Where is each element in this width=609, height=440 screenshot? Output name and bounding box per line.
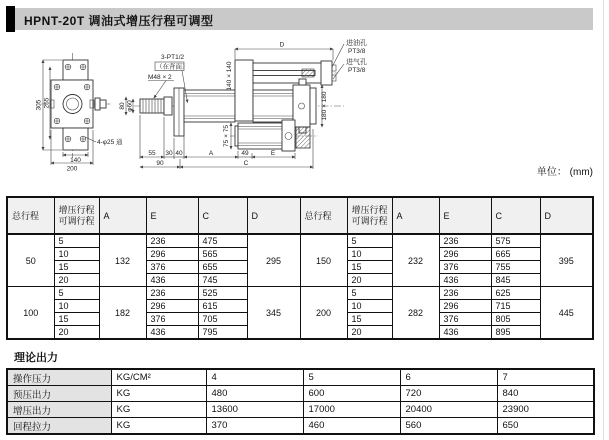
cell: 525	[198, 287, 247, 300]
cell: 436	[146, 326, 198, 340]
total-stroke-100: 100	[7, 287, 54, 340]
cell: 296	[439, 248, 491, 261]
hole-note-label: 4-φ25 通	[97, 139, 123, 146]
cell: 13600	[206, 402, 303, 418]
cell: 436	[146, 274, 198, 287]
cylinder-drawing-svg	[30, 36, 430, 186]
dim-label-D: D	[279, 41, 285, 49]
cell: 17000	[303, 402, 400, 418]
row-label-operating-pressure: 操作压力	[7, 369, 111, 386]
cell: 805	[491, 313, 540, 326]
table-row	[7, 386, 594, 402]
cell: 296	[439, 300, 491, 313]
dim-label-30: 30	[165, 150, 173, 157]
cell: 840	[497, 386, 594, 402]
port-note-line1: 3-PT1/2	[161, 54, 185, 61]
cell: 720	[400, 386, 497, 402]
front-view	[36, 53, 124, 173]
cell: 5	[54, 234, 99, 248]
cell: 370	[206, 418, 303, 435]
unit-note: 单位： (mm)	[536, 167, 593, 178]
cell: KG/CM²	[111, 369, 206, 386]
cell: 650	[497, 418, 594, 435]
cell: 295	[247, 234, 300, 287]
cell: 475	[198, 234, 247, 248]
total-stroke-50: 50	[7, 234, 54, 287]
cell: 376	[146, 261, 198, 274]
row-label-preload-output: 预压出力	[7, 386, 111, 402]
cell: 395	[540, 234, 593, 287]
cell: 5	[303, 369, 400, 386]
cell: KG	[111, 402, 206, 418]
oil-port-size: PT3/8	[348, 48, 366, 55]
dim-label-200: 200	[66, 165, 78, 173]
cell: 236	[146, 287, 198, 300]
cell: 15	[347, 261, 392, 274]
row-label-return-pull: 回程拉力	[7, 418, 111, 435]
total-stroke-150: 150	[300, 234, 347, 287]
cell: KG	[111, 386, 206, 402]
cell: KG	[111, 418, 206, 435]
cell: 795	[198, 326, 247, 340]
air-port-label: 进气孔	[346, 59, 367, 66]
oil-tank-tube	[253, 61, 336, 85]
cell: 845	[491, 274, 540, 287]
cell: 745	[198, 274, 247, 287]
cell: 20400	[400, 402, 497, 418]
col-header-adjustable-stroke-left: 增压行程 可调行程	[54, 197, 99, 234]
col-header-D-left: D	[247, 197, 300, 234]
col-header-D-right: D	[540, 197, 593, 234]
cell: 10	[347, 248, 392, 261]
table-row	[7, 418, 594, 435]
cell: 15	[54, 261, 99, 274]
cell: 20	[54, 274, 99, 287]
col-header-A-right: A	[392, 197, 439, 234]
total-stroke-200: 200	[300, 287, 347, 340]
cell: 436	[439, 274, 491, 287]
page-right-edge	[603, 0, 604, 440]
cell: 20	[347, 326, 392, 340]
table-row	[7, 402, 594, 418]
dim-label-140x140: 140 × 140	[226, 61, 233, 91]
cell: 15	[54, 313, 99, 326]
cell: 10	[54, 300, 99, 313]
cell: 625	[491, 287, 540, 300]
cell: 10	[347, 300, 392, 313]
cell: 895	[491, 326, 540, 340]
cell: 236	[146, 234, 198, 248]
dim-label-180x180: 180 × 180	[321, 91, 328, 121]
cell: 5	[347, 287, 392, 300]
col-header-total-stroke-left: 总行程	[7, 197, 54, 234]
dim-label-E: E	[270, 150, 276, 157]
cell: 4	[206, 369, 303, 386]
cell: 376	[439, 261, 491, 274]
cell: 436	[439, 326, 491, 340]
col-header-E-left: E	[146, 197, 198, 234]
cell: 575	[491, 234, 540, 248]
cell: 296	[146, 248, 198, 261]
dim-label-255: 255	[43, 97, 51, 109]
cell: 445	[540, 287, 593, 340]
col-header-adjustable-stroke-right: 增压行程 可调行程	[347, 197, 392, 234]
col-header-C-left: C	[198, 197, 247, 234]
cell: 23900	[497, 402, 594, 418]
cell: 565	[198, 248, 247, 261]
cell: 5	[54, 287, 99, 300]
cell: 705	[198, 313, 247, 326]
cell: 20	[347, 274, 392, 287]
cell: 296	[146, 300, 198, 313]
table-row	[7, 369, 594, 386]
port-note-line2: （在背面）	[156, 63, 189, 71]
cell: 460	[303, 418, 400, 435]
cell: 560	[400, 418, 497, 435]
cell: 236	[439, 234, 491, 248]
dim-label-75x75: 75 × 75	[223, 125, 230, 147]
piston-rod	[140, 97, 172, 115]
dim-label-80: 80	[119, 102, 126, 110]
main-cylinder-tube	[184, 90, 235, 122]
dim-label-140: 140	[70, 157, 81, 164]
technical-drawing	[30, 36, 430, 186]
dim-label-A: A	[208, 150, 214, 157]
cell: 715	[491, 300, 540, 313]
stroke-dimension-table	[6, 196, 594, 340]
title-accent-block	[6, 6, 15, 32]
cell: 132	[99, 234, 146, 287]
cell: 236	[439, 287, 491, 300]
dim-label-40: 40	[175, 150, 183, 157]
stroke-table-header-row	[7, 197, 593, 234]
cell: 655	[198, 261, 247, 274]
col-header-A-left: A	[99, 197, 146, 234]
cell: 282	[392, 287, 439, 340]
col-header-total-stroke-right: 总行程	[300, 197, 347, 234]
dim-label-49: 49	[241, 150, 249, 157]
cell: 15	[347, 313, 392, 326]
cell: 615	[198, 300, 247, 313]
cell: 6	[400, 369, 497, 386]
col-header-E-right: E	[439, 197, 491, 234]
cell: 755	[491, 261, 540, 274]
cell: 20	[54, 326, 99, 340]
theoretical-output-table	[6, 368, 595, 435]
cell: 480	[206, 386, 303, 402]
dim-label-305: 305	[35, 99, 43, 111]
table-row	[7, 234, 593, 248]
dim-label-90: 90	[156, 160, 164, 167]
cell: 5	[347, 234, 392, 248]
output-section-title: 理论出力	[14, 352, 58, 364]
side-view	[119, 38, 367, 169]
air-port-size: PT3/8	[348, 67, 366, 74]
cell: 10	[54, 248, 99, 261]
cell: 345	[247, 287, 300, 340]
table-row	[7, 287, 593, 300]
cell: 232	[392, 234, 439, 287]
dim-label-C: C	[243, 160, 249, 167]
cell: 182	[99, 287, 146, 340]
dim-label-55: 55	[148, 150, 156, 157]
thread-label: M48 × 2	[148, 74, 172, 81]
row-label-boost-output: 增压出力	[7, 402, 111, 418]
page-title: HPNT-20T 调油式增压行程可调型	[24, 14, 214, 28]
cell: 665	[491, 248, 540, 261]
oil-port-label: 进油孔	[346, 40, 367, 47]
dim-label-phi60: φ60	[126, 100, 134, 112]
cell: 7	[497, 369, 594, 386]
head-block	[235, 60, 253, 121]
cell: 600	[303, 386, 400, 402]
col-header-C-right: C	[491, 197, 540, 234]
cell: 376	[439, 313, 491, 326]
cell: 376	[146, 313, 198, 326]
